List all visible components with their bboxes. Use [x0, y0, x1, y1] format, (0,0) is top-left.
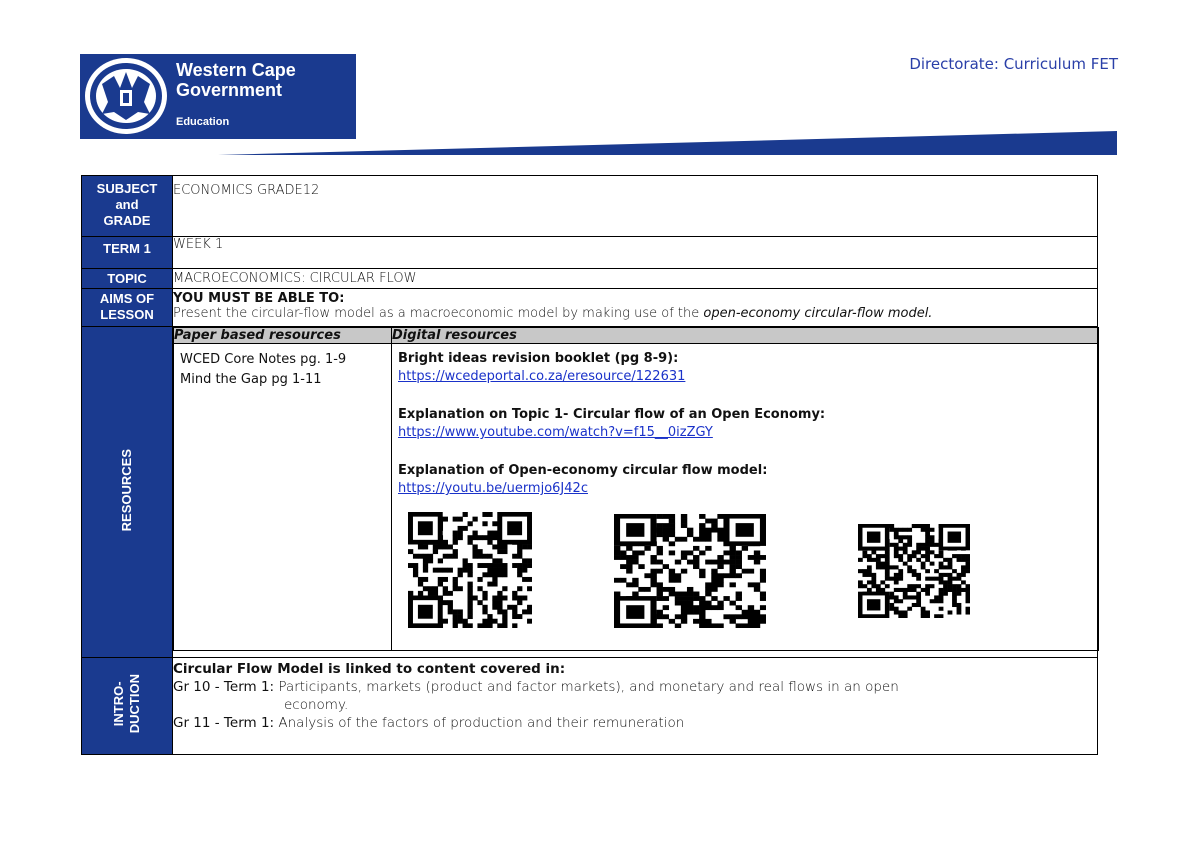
topic-value: MACROECONOMICS: CIRCULAR FLOW	[173, 269, 1098, 289]
intro-row	[82, 658, 1098, 755]
header-swoosh	[0, 0, 1200, 170]
directorate-heading: Directorate: Curriculum FET	[909, 55, 1118, 73]
subject-row	[82, 176, 1098, 237]
youtube-short-link[interactable]: https://youtu.be/uermjo6J42c	[398, 481, 588, 496]
topic-label: TOPIC	[82, 269, 173, 289]
topic-row	[82, 269, 1098, 289]
digital-title: Explanation on Topic 1- Circular flow of an Open Economy:	[398, 407, 826, 422]
digital-resources-header: Digital resources	[392, 328, 1099, 344]
lesson-plan-table	[81, 175, 1098, 755]
resources-label: RESOURCES	[82, 327, 173, 658]
resources-row	[82, 327, 1098, 658]
subject-value: ECONOMICS GRADE12	[173, 176, 1098, 237]
resource-link[interactable]: https://wcedeportal.co.za/eresource/122631	[398, 369, 686, 384]
aims-row	[82, 289, 1098, 327]
resources-subtable	[173, 327, 1099, 651]
intro-label: INTRO- DUCTION	[82, 658, 173, 755]
digital-title: Bright ideas revision booklet (pg 8-9):	[398, 351, 679, 366]
logo-title: Western Cape Government	[176, 60, 296, 100]
paper-item: WCED Core Notes pg. 1-9	[180, 352, 347, 367]
resources-content	[173, 327, 1098, 658]
aims-emphasis: open-economy circular-flow model.	[703, 306, 933, 321]
youtube-link[interactable]: https://www.youtube.com/watch?v=f15__0izZGY	[398, 425, 713, 440]
aims-label: AIMS OF LESSON	[82, 289, 173, 327]
paper-item: Mind the Gap pg 1-11	[180, 372, 322, 387]
aims-value	[173, 289, 1098, 327]
aims-text: Present the circular-flow model as a macroeconomic model by making use of the open-economy circular-flow model.	[173, 306, 933, 321]
logo-subtitle: Education	[176, 116, 230, 128]
subject-label: SUBJECT and GRADE	[82, 176, 173, 237]
digital-resources	[392, 344, 1099, 651]
intro-heading: Circular Flow Model is linked to content covered in:	[173, 661, 566, 677]
intro-content	[173, 658, 1098, 755]
paper-resources	[174, 344, 392, 651]
qr-code-icon[interactable]	[614, 514, 766, 628]
term-label: TERM 1	[82, 237, 173, 269]
gr11-line: Gr 11 - Term 1: Analysis of the factors of production and their remuneration	[173, 715, 685, 731]
digital-title: Explanation of Open-economy circular flow model:	[398, 463, 768, 478]
qr-code-icon[interactable]	[858, 524, 970, 618]
term-row	[82, 237, 1098, 269]
aims-heading: YOU MUST BE ABLE TO:	[173, 291, 345, 306]
term-value: WEEK 1	[173, 237, 1098, 269]
gr10-line: Gr 10 - Term 1: Participants, markets (product and factor markets), and monetary and real flows in an open	[173, 679, 899, 695]
paper-resources-header: Paper based resources	[174, 328, 392, 344]
gr10-line-cont: economy.	[284, 697, 349, 713]
qr-code-icon[interactable]	[408, 512, 532, 628]
